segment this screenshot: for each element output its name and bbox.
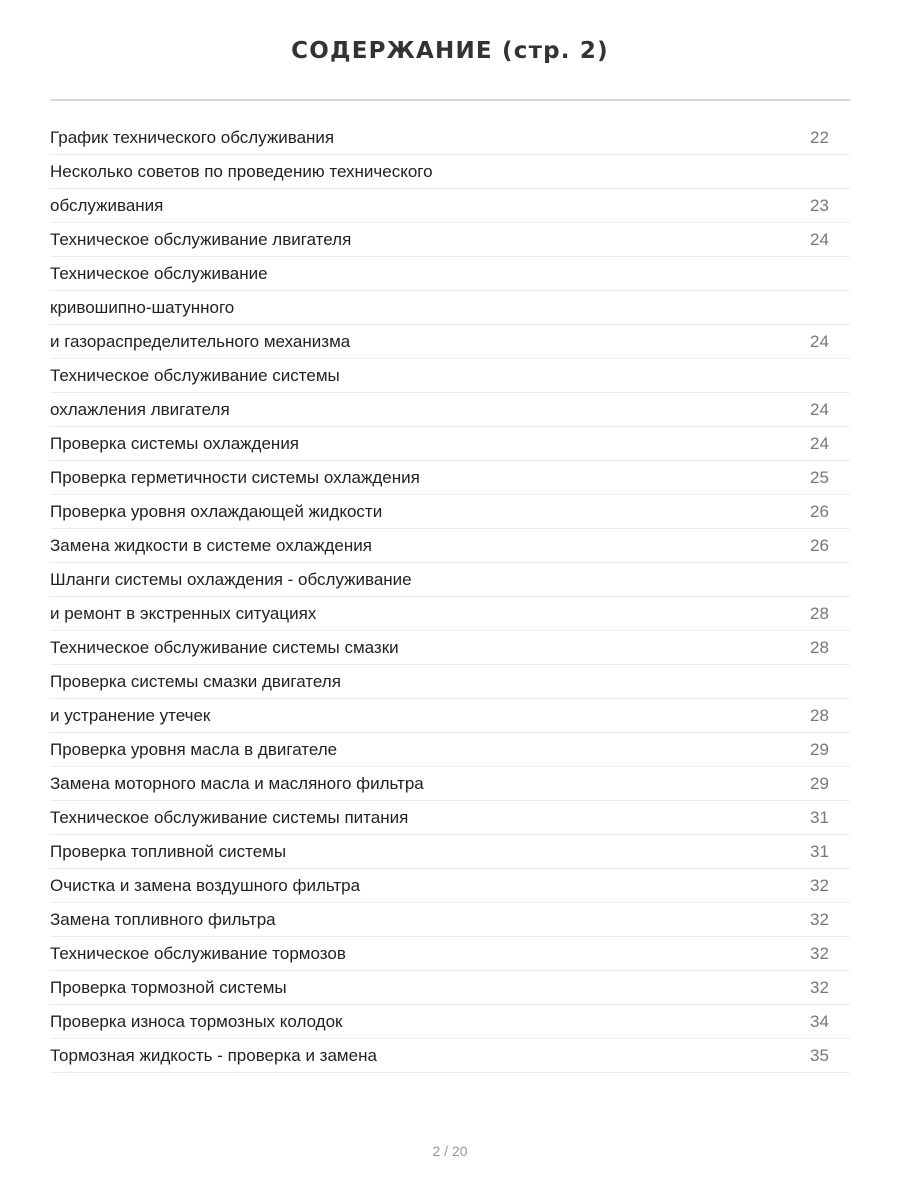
toc-entry-title: Проверка тормозной системы <box>50 977 287 997</box>
toc-entry-page-cell <box>810 604 850 624</box>
toc-entry-page-cell <box>810 944 850 964</box>
toc-entry-page-number: 24 <box>810 433 829 453</box>
toc-entry-title: Шланги системы охлаждения - обслуживание <box>50 569 412 589</box>
toc-entry-page-number: 26 <box>810 535 829 555</box>
toc-entry-page-number: 28 <box>810 705 829 725</box>
toc-entry[interactable] <box>50 257 850 291</box>
toc-entry-page-cell <box>810 468 850 488</box>
toc-entry[interactable] <box>50 665 850 699</box>
toc-entry[interactable] <box>50 971 850 1005</box>
toc-entry-page-cell <box>810 230 850 250</box>
toc-entry-title: и устранение утечек <box>50 705 211 725</box>
toc-entry-page-cell <box>810 1046 850 1066</box>
toc-entry-page-number: 34 <box>810 1011 829 1031</box>
toc-entry[interactable] <box>50 699 850 733</box>
toc-entry-title: Техническое обслуживание <box>50 263 268 283</box>
toc-entry-title: Проверка системы охлаждения <box>50 433 300 453</box>
toc-entry-page-number: 35 <box>810 1045 829 1065</box>
toc-entry-page-cell <box>810 502 850 522</box>
toc-entry-page-number: 23 <box>810 195 829 215</box>
toc-entry-title: Техническое обслуживание системы питания <box>50 807 409 827</box>
toc-entry-title: и газораспределительного механизма <box>50 331 351 351</box>
toc-entry-title: Техническое обслуживание тормозов <box>50 943 346 963</box>
toc-entry[interactable] <box>50 869 850 903</box>
toc-entry-page-cell <box>810 876 850 896</box>
toc-entry[interactable] <box>50 495 850 529</box>
toc-entry[interactable] <box>50 903 850 937</box>
toc-entry-page-number: 32 <box>810 943 829 963</box>
table-of-contents <box>50 121 850 1073</box>
toc-entry[interactable] <box>50 529 850 563</box>
toc-entry-title: Проверка уровня охлаждающей жидкости <box>50 501 383 521</box>
toc-entry-page-cell <box>810 434 850 454</box>
toc-entry[interactable] <box>50 291 850 325</box>
toc-entry[interactable] <box>50 393 850 427</box>
toc-entry[interactable] <box>50 189 850 223</box>
toc-entry-page-number: 31 <box>810 807 829 827</box>
toc-entry-page-cell <box>810 536 850 556</box>
toc-entry-title: Несколько советов по проведению технического <box>50 161 433 181</box>
toc-entry-title: Замена моторного масла и масляного фильтра <box>50 773 424 793</box>
page-indicator: 2 / 20 <box>432 1143 468 1159</box>
toc-entry[interactable] <box>50 1039 850 1073</box>
toc-entry-title: обслуживания <box>50 195 164 215</box>
toc-entry-title: Техническое обслуживание системы <box>50 365 340 385</box>
toc-entry-page-number: 32 <box>810 909 829 929</box>
toc-entry-title: Замена топливного фильтра <box>50 909 276 929</box>
toc-entry-title: Техническое обслуживание системы смазки <box>50 637 399 657</box>
toc-entry-title: Проверка топливной системы <box>50 841 287 861</box>
toc-entry-title: График технического обслуживания <box>50 127 335 147</box>
toc-entry-title: кривошипно-шатунного <box>50 297 235 317</box>
toc-entry[interactable] <box>50 223 850 257</box>
toc-entry[interactable] <box>50 937 850 971</box>
toc-entry[interactable] <box>50 597 850 631</box>
toc-entry-page-number: 26 <box>810 501 829 521</box>
toc-entry-page-number: 24 <box>810 399 829 419</box>
toc-entry[interactable] <box>50 1005 850 1039</box>
toc-entry-page-cell <box>810 196 850 216</box>
toc-entry[interactable] <box>50 121 850 155</box>
toc-entry[interactable] <box>50 631 850 665</box>
toc-entry-page-number: 28 <box>810 603 829 623</box>
toc-entry-page-number: 28 <box>810 637 829 657</box>
toc-entry-title: Проверка уровня масла в двигателе <box>50 739 338 759</box>
toc-entry-page-cell <box>810 706 850 726</box>
toc-entry-page-cell <box>810 638 850 658</box>
toc-entry[interactable] <box>50 325 850 359</box>
toc-entry-page-cell <box>810 774 850 794</box>
title-divider <box>50 99 850 101</box>
page-title: СОДЕРЖАНИЕ (стр. 2) <box>291 38 609 64</box>
toc-entry-page-number: 24 <box>810 229 829 249</box>
toc-entry-page-number: 24 <box>810 331 829 351</box>
toc-entry-page-cell <box>810 740 850 760</box>
toc-entry-title: Проверка системы смазки двигателя <box>50 671 341 691</box>
toc-entry-page-number: 29 <box>810 773 829 793</box>
toc-entry[interactable] <box>50 461 850 495</box>
toc-entry-page-cell <box>810 910 850 930</box>
toc-entry[interactable] <box>50 733 850 767</box>
toc-entry-page-number: 29 <box>810 739 829 759</box>
toc-entry-page-cell <box>810 842 850 862</box>
toc-entry-title: Очистка и замена воздушного фильтра <box>50 875 361 895</box>
toc-entry-page-cell <box>810 128 850 148</box>
toc-entry-page-number: 32 <box>810 977 829 997</box>
toc-entry[interactable] <box>50 563 850 597</box>
toc-entry-page-number: 32 <box>810 875 829 895</box>
toc-entry-page-cell <box>810 978 850 998</box>
toc-entry-page-number: 22 <box>810 127 829 147</box>
toc-entry-title: и ремонт в экстренных ситуациях <box>50 603 317 623</box>
toc-entry[interactable] <box>50 359 850 393</box>
toc-entry-page-cell <box>810 808 850 828</box>
toc-entry[interactable] <box>50 427 850 461</box>
toc-entry-page-cell <box>810 400 850 420</box>
toc-entry[interactable] <box>50 155 850 189</box>
toc-entry[interactable] <box>50 835 850 869</box>
toc-entry-title: Проверка износа тормозных колодок <box>50 1011 343 1031</box>
toc-entry-title: Техническое обслуживание лвигателя <box>50 229 352 249</box>
toc-entry-title: Замена жидкости в системе охлаждения <box>50 535 372 555</box>
toc-entry-page-number: 25 <box>810 467 829 487</box>
toc-entry-page-cell <box>810 1012 850 1032</box>
toc-entry[interactable] <box>50 801 850 835</box>
toc-entry-title: Проверка герметичности системы охлаждения <box>50 467 420 487</box>
toc-entry-page-cell <box>810 332 850 352</box>
toc-entry-page-number: 31 <box>810 841 829 861</box>
toc-entry-title: Тормозная жидкость - проверка и замена <box>50 1045 377 1065</box>
toc-entry-title: охлажления лвигателя <box>50 399 230 419</box>
toc-entry[interactable] <box>50 767 850 801</box>
